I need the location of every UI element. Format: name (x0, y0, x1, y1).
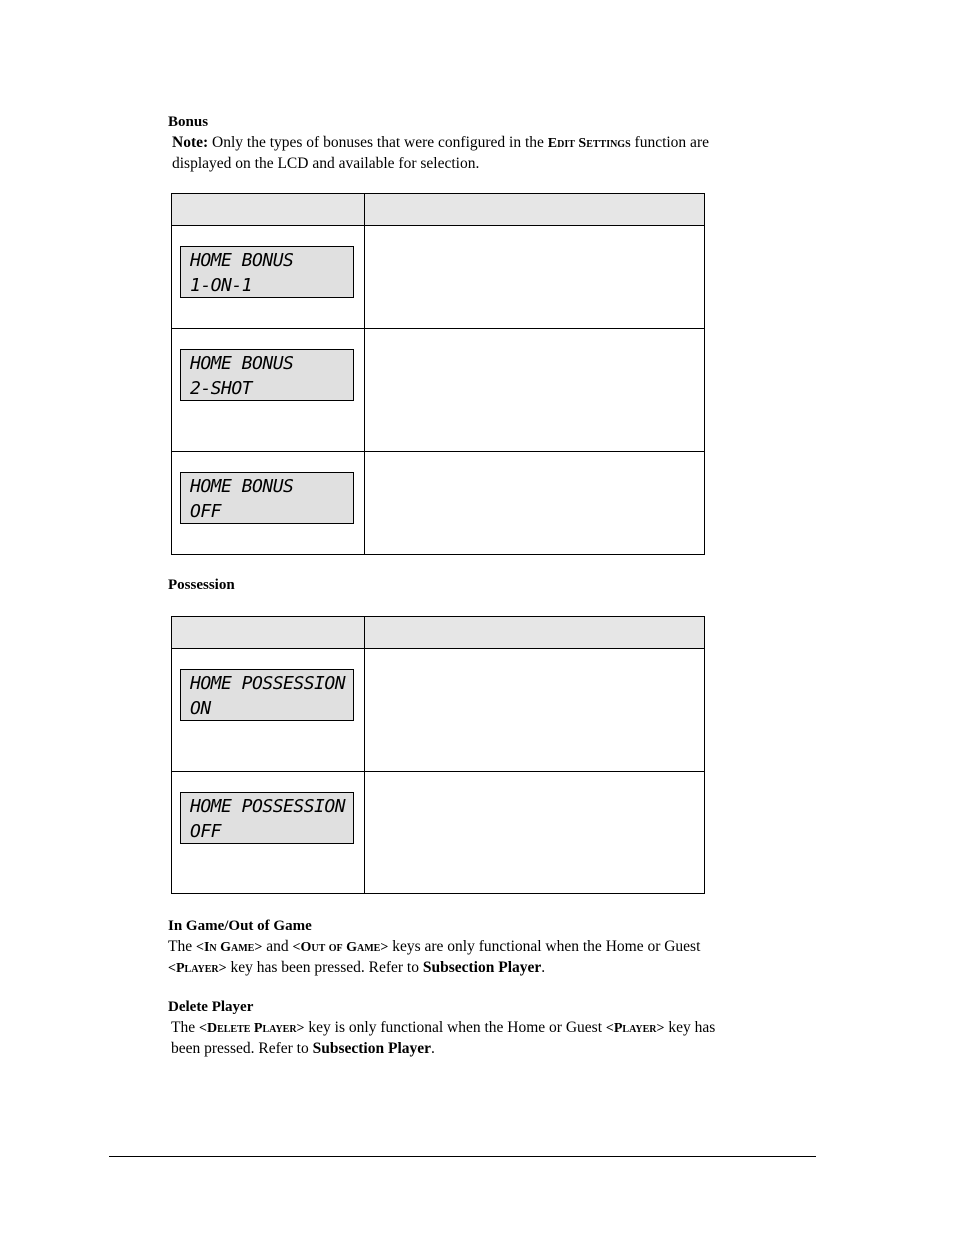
text: The (171, 1019, 199, 1036)
text: key has (664, 1019, 716, 1036)
description-cell (365, 772, 705, 894)
lcd-line-2: OFF (190, 501, 222, 522)
text: keys are only functional when the Home or Guest (388, 938, 701, 955)
text: key is only functional when the Home or Guest (304, 1019, 606, 1036)
note-text-1: Only the types of bonuses that were configured in the (208, 134, 548, 151)
out-of-game-key: <Out of Game> (292, 940, 389, 955)
lcd-display (180, 349, 354, 401)
lcd-line-2: 2-SHOT (190, 378, 253, 399)
delete-player-heading: Delete Player (168, 999, 254, 1015)
lcd-line-1: HOME BONUS (190, 476, 294, 497)
lcd-line-2: OFF (190, 821, 222, 842)
subsection-ref: Subsection Player (312, 1040, 432, 1057)
text: . (431, 1040, 435, 1057)
text: The (168, 938, 196, 955)
possession-table (171, 616, 705, 894)
table-row (172, 649, 705, 772)
lcd-cell (172, 226, 365, 329)
description-cell (365, 649, 705, 772)
player-key: <Player> (168, 961, 227, 976)
description-cell (365, 329, 705, 452)
header-cell-description (365, 617, 705, 649)
in-game-heading: In Game/Out of Game (168, 918, 312, 934)
text: been pressed. Refer to (171, 1040, 313, 1057)
table-row (172, 226, 705, 329)
text: and (262, 938, 293, 955)
in-game-paragraph (168, 937, 700, 979)
text: . (541, 959, 546, 976)
footer-rule (109, 1156, 816, 1157)
possession-table-header (172, 617, 705, 649)
header-cell-display (172, 617, 365, 649)
lcd-line-1: HOME POSSESSION (190, 673, 346, 694)
lcd-line-2: ON (190, 698, 211, 719)
player-key: <Player> (605, 1021, 665, 1036)
bonus-heading: Bonus (168, 114, 209, 130)
lcd-display (180, 792, 354, 844)
bonus-table (171, 193, 705, 555)
lcd-display (180, 669, 354, 721)
lcd-cell (172, 649, 365, 772)
delete-player-key: <Delete Player> (198, 1021, 305, 1036)
note-text-3: displayed on the LCD and available for selection. (172, 155, 480, 172)
description-cell (365, 226, 705, 329)
possession-heading: Possession (168, 577, 235, 593)
lcd-line-1: HOME POSSESSION (190, 796, 346, 817)
bonus-table-header (172, 194, 705, 226)
lcd-line-1: HOME BONUS (190, 250, 294, 271)
text: key has been pressed. Refer to (226, 959, 423, 976)
header-cell-description (365, 194, 705, 226)
bonus-note (172, 133, 709, 174)
header-cell-display (172, 194, 365, 226)
delete-player-paragraph (171, 1018, 715, 1059)
note-label: Note: (172, 134, 209, 151)
lcd-line-2: 1-ON-1 (190, 275, 253, 296)
table-row (172, 452, 705, 555)
note-keyword: Edit Settings (547, 136, 631, 151)
table-row (172, 329, 705, 452)
subsection-ref: Subsection Player (422, 959, 542, 976)
lcd-display (180, 246, 354, 298)
lcd-cell (172, 772, 365, 894)
note-text-2: function are (630, 134, 709, 151)
lcd-display (180, 472, 354, 524)
in-game-key: <In Game> (195, 940, 263, 955)
lcd-cell (172, 452, 365, 555)
table-row (172, 772, 705, 894)
lcd-cell (172, 329, 365, 452)
description-cell (365, 452, 705, 555)
lcd-line-1: HOME BONUS (190, 353, 294, 374)
